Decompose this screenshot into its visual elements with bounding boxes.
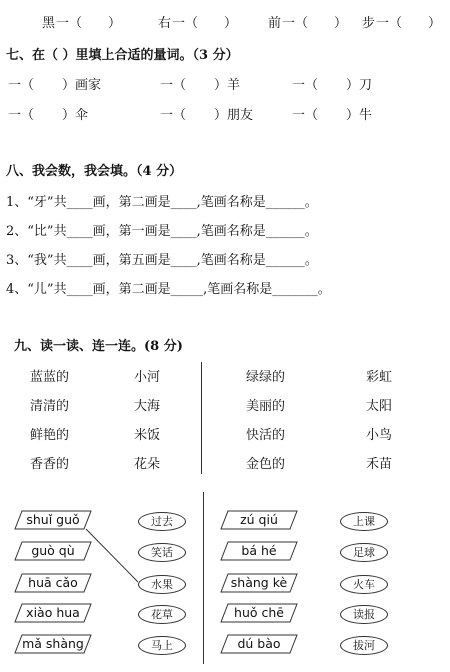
pinyin-text: mǎ shàng [22, 636, 84, 651]
match-adjective[interactable]: 蓝蓝的 [30, 370, 70, 385]
word-oval[interactable]: 花草 [138, 605, 186, 624]
word-oval[interactable]: 马上 [138, 636, 186, 655]
measure-noun: ）刀 [346, 78, 373, 93]
match-adjective[interactable]: 金色的 [246, 457, 286, 472]
pinyin-text: guò qù [31, 543, 75, 558]
match-noun[interactable]: 花朵 [134, 457, 161, 472]
measure-noun: ）牛 [346, 108, 373, 123]
stroke-question[interactable]: 1、“牙”共____画，第二画是____,笔画名称是______。 [6, 195, 318, 210]
measure-noun: ）伞 [62, 108, 89, 123]
stroke-question[interactable]: 3、“我”共____画，第五画是____,笔画名称是______。 [6, 253, 318, 268]
word-oval[interactable]: 上课 [340, 512, 388, 531]
section-8-title: 八、我会数，我会填。（4 分） [6, 164, 183, 179]
word-oval[interactable]: 读报 [340, 605, 388, 624]
top-item-char: 黑 [42, 16, 56, 31]
pinyin-text: shuǐ guǒ [26, 512, 80, 527]
top-item-char: 右 [158, 16, 172, 31]
word-oval[interactable]: 火车 [340, 575, 388, 594]
top-item-char: 步 [362, 16, 376, 31]
top-item-blank[interactable]: 一（ ） [376, 16, 442, 31]
word-oval[interactable]: 过去 [138, 512, 186, 531]
pinyin-card[interactable] [220, 573, 298, 593]
pinyin-card[interactable] [220, 603, 298, 623]
measure-blank[interactable]: 一（ [160, 78, 187, 93]
section-7-title: 七、在（ ）里填上合适的量词。（3 分） [6, 48, 239, 63]
word-oval[interactable]: 足球 [340, 543, 388, 562]
pinyin-text: huǒ chē [234, 605, 284, 620]
column-divider [203, 492, 204, 664]
measure-noun: ）羊 [214, 78, 241, 93]
pinyin-text: huā cǎo [28, 575, 78, 590]
pinyin-text: shàng kè [230, 575, 288, 590]
pinyin-text: bá hé [241, 543, 277, 558]
top-item-char: 前 [268, 16, 282, 31]
measure-blank[interactable]: 一（ [8, 108, 35, 123]
match-adjective[interactable]: 香香的 [30, 457, 70, 472]
pinyin-card[interactable] [220, 634, 298, 654]
pinyin-text: xiào hua [26, 605, 80, 620]
match-adjective[interactable]: 鲜艳的 [30, 428, 70, 443]
measure-blank[interactable]: 一（ [8, 78, 35, 93]
match-noun[interactable]: 太阳 [366, 399, 393, 414]
pinyin-text: zú qiú [240, 512, 278, 527]
top-item-blank[interactable]: 一（ ） [282, 16, 348, 31]
match-adjective[interactable]: 快活的 [246, 428, 286, 443]
measure-noun: ）画家 [62, 78, 102, 93]
pinyin-card[interactable] [220, 541, 298, 561]
top-item-blank[interactable]: 一（ ） [172, 16, 238, 31]
match-noun[interactable]: 小鸟 [366, 428, 393, 443]
match-noun[interactable]: 小河 [134, 370, 161, 385]
measure-blank[interactable]: 一（ [292, 78, 319, 93]
pinyin-card[interactable] [220, 510, 298, 530]
match-adjective[interactable]: 美丽的 [246, 399, 286, 414]
word-oval[interactable]: 水果 [138, 575, 186, 594]
pinyin-text: dú bào [237, 636, 281, 651]
match-noun[interactable]: 米饭 [134, 428, 161, 443]
match-adjective[interactable]: 清清的 [30, 399, 70, 414]
section-9-title: 九、读一读、连一连。(8 分) [14, 339, 183, 354]
measure-blank[interactable]: 一（ [160, 108, 187, 123]
word-oval[interactable]: 拔河 [340, 636, 388, 655]
match-noun[interactable]: 大海 [134, 399, 161, 414]
stroke-question[interactable]: 4、“儿”共____画，第二画是_____,笔画名称是_______。 [6, 282, 331, 297]
match-noun[interactable]: 禾苗 [366, 457, 393, 472]
measure-noun: ）朋友 [214, 108, 254, 123]
stroke-question[interactable]: 2、“比”共____画，第一画是____,笔画名称是______。 [6, 224, 318, 239]
top-item-blank[interactable]: 一（ ） [56, 16, 122, 31]
match-adjective[interactable]: 绿绿的 [246, 370, 286, 385]
match-noun[interactable]: 彩虹 [366, 370, 393, 385]
word-oval[interactable]: 笑话 [138, 543, 186, 562]
measure-blank[interactable]: 一（ [292, 108, 319, 123]
